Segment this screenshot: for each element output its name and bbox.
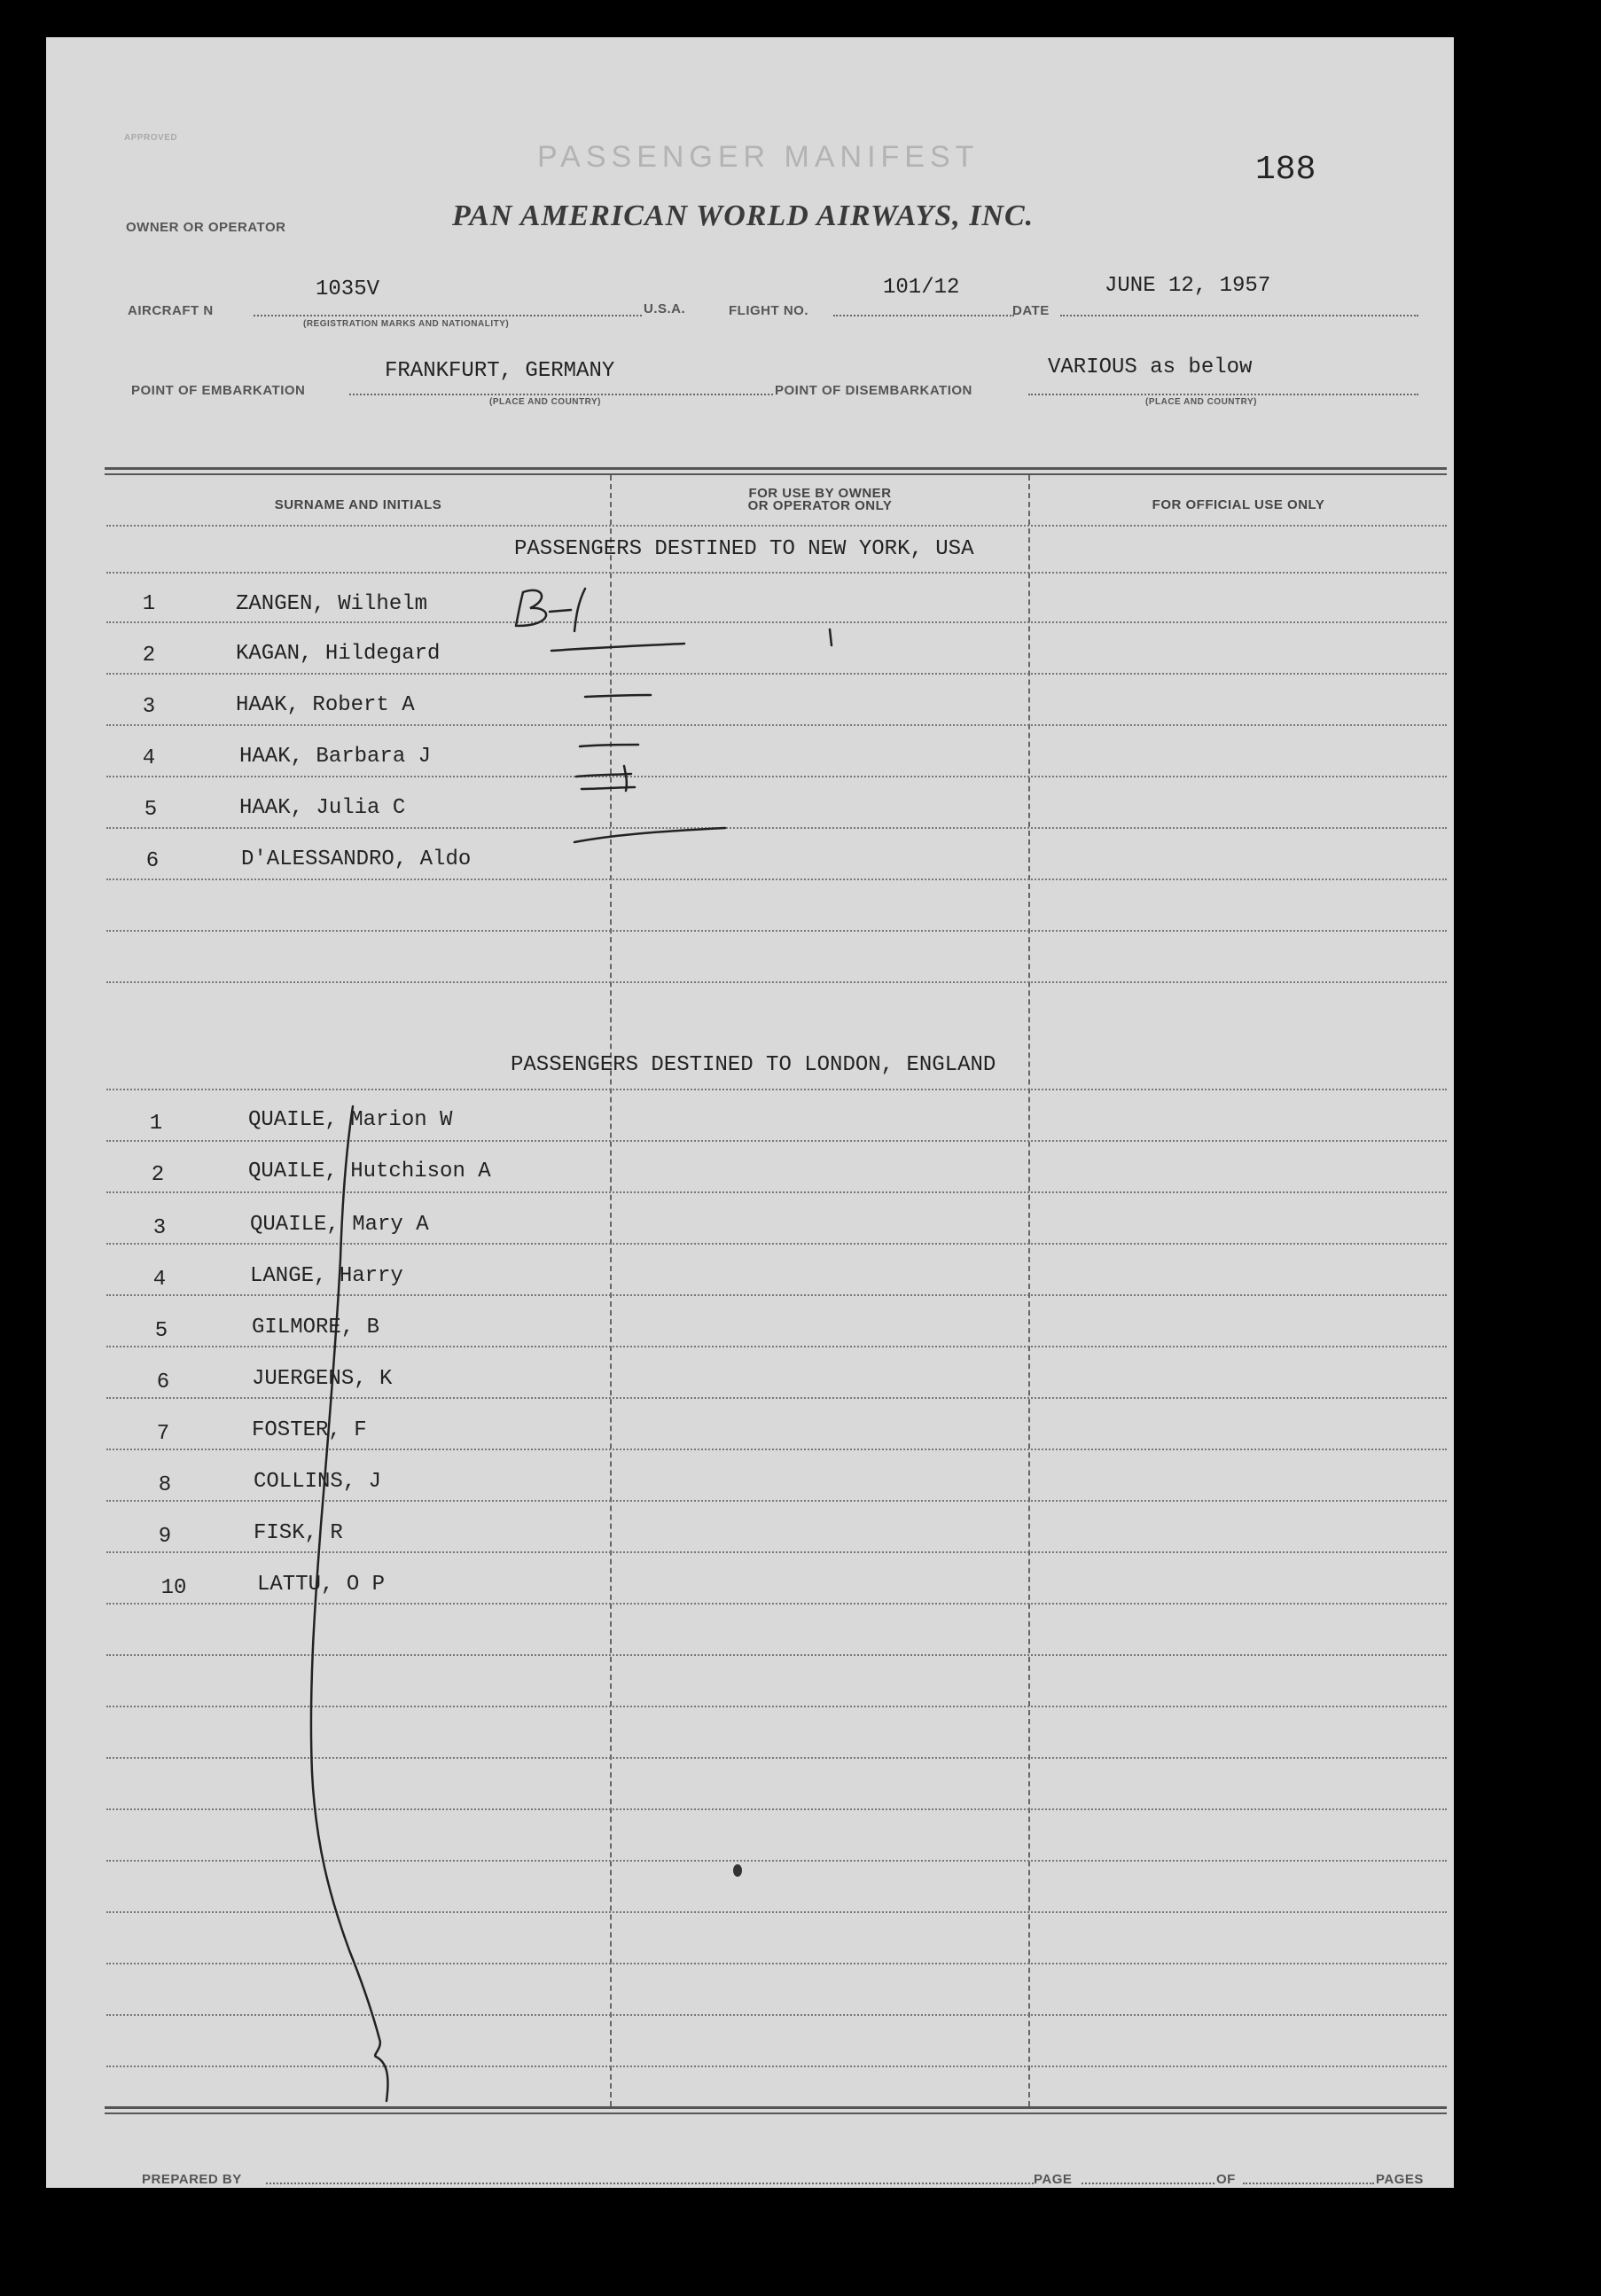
passenger-number: 1	[149, 1112, 163, 1136]
passenger-name: HAAK, Robert A	[236, 693, 415, 717]
passenger-name: GILMORE, B	[252, 1316, 380, 1339]
passenger-number: 9	[158, 1525, 172, 1549]
passenger-number: 4	[152, 1268, 167, 1292]
column-header-official: FOR OFFICIAL USE ONLY	[1152, 497, 1325, 512]
page-underline	[1082, 2183, 1214, 2184]
page-label: PAGE	[1034, 2172, 1073, 2187]
embark-caption: (PLACE AND COUNTRY)	[489, 397, 601, 407]
passenger-name: KAGAN, Hildegard	[236, 642, 441, 666]
column-header-owner-line2: OR OPERATOR ONLY	[747, 498, 893, 513]
disembark-value: VARIOUS as below	[1048, 355, 1253, 379]
handwritten-b1-mark	[516, 589, 585, 631]
section-heading-london: PASSENGERS DESTINED TO LONDON, ENGLAND	[511, 1053, 996, 1077]
handwritten-bracket-line	[311, 1106, 388, 2101]
passenger-number: 2	[151, 1163, 165, 1187]
passenger-number: 1	[142, 592, 156, 616]
passenger-name: LATTU, O P	[257, 1573, 386, 1597]
passenger-name: QUAILE, Mary A	[250, 1213, 429, 1237]
passenger-number: 3	[152, 1216, 167, 1240]
passenger-number: 7	[156, 1422, 170, 1446]
passenger-number: 3	[142, 695, 156, 719]
form-title: PASSENGER MANIFEST	[537, 140, 980, 174]
column-header-owner-line1: FOR USE BY OWNER	[748, 486, 892, 501]
owner-value: PAN AMERICAN WORLD AIRWAYS, INC.	[452, 199, 1035, 232]
embark-label: POINT OF EMBARKATION	[131, 383, 306, 398]
column-header-surname: SURNAME AND INITIALS	[274, 497, 442, 512]
passenger-number: 8	[158, 1473, 172, 1497]
passenger-name: HAAK, Barbara J	[239, 745, 432, 769]
passenger-name: QUAILE, Hutchison A	[248, 1160, 491, 1183]
passenger-name: QUAILE, Marion W	[248, 1108, 453, 1132]
passenger-name: COLLINS, J	[254, 1470, 382, 1494]
date-value: JUNE 12, 1957	[1105, 274, 1271, 298]
disembark-caption: (PLACE AND COUNTRY)	[1145, 397, 1257, 407]
passenger-name: FOSTER, F	[252, 1418, 367, 1442]
passenger-number: 6	[156, 1371, 170, 1394]
passenger-name: D'ALESSANDRO, Aldo	[241, 847, 472, 871]
passenger-name: HAAK, Julia C	[239, 796, 406, 820]
passenger-number: 2	[142, 644, 156, 668]
passenger-number: 5	[154, 1319, 168, 1343]
passenger-number: 10	[160, 1576, 187, 1600]
prepared-by-label: PREPARED BY	[142, 2172, 242, 2187]
passenger-number: 6	[145, 849, 160, 873]
date-label: DATE	[1012, 303, 1050, 318]
passenger-name: FISK, R	[254, 1521, 343, 1545]
handwritten-checkmark	[551, 644, 725, 842]
passenger-number: 4	[142, 746, 156, 770]
handwritten-tick	[830, 629, 832, 645]
section-heading-new-york: PASSENGERS DESTINED TO NEW YORK, USA	[514, 537, 974, 561]
embark-value: FRANKFURT, GERMANY	[385, 359, 615, 383]
flight-value: 101/12	[883, 276, 960, 300]
aircraft-caption: (REGISTRATION MARKS AND NATIONALITY)	[303, 319, 510, 329]
pages-label: PAGES	[1376, 2172, 1424, 2187]
passenger-number: 5	[144, 798, 158, 822]
of-label: OF	[1216, 2172, 1236, 2187]
flight-label: FLIGHT NO.	[729, 303, 808, 318]
disembark-label: POINT OF DISEMBARKATION	[775, 383, 972, 398]
passenger-name: ZANGEN, Wilhelm	[236, 592, 428, 616]
aircraft-label: AIRCRAFT N	[128, 303, 214, 318]
passenger-name: LANGE, Harry	[250, 1264, 403, 1288]
page-number: 188	[1255, 151, 1316, 189]
approval-stamp: APPROVED	[124, 133, 178, 143]
aircraft-value: 1035V	[316, 277, 380, 301]
ink-spot	[733, 1864, 742, 1877]
of-underline	[1243, 2183, 1374, 2184]
passenger-name: JUERGENS, K	[252, 1367, 393, 1391]
usa-label: U.S.A.	[644, 301, 686, 316]
owner-label: OWNER OR OPERATOR	[126, 220, 286, 235]
prepared-by-underline	[266, 2183, 1034, 2184]
